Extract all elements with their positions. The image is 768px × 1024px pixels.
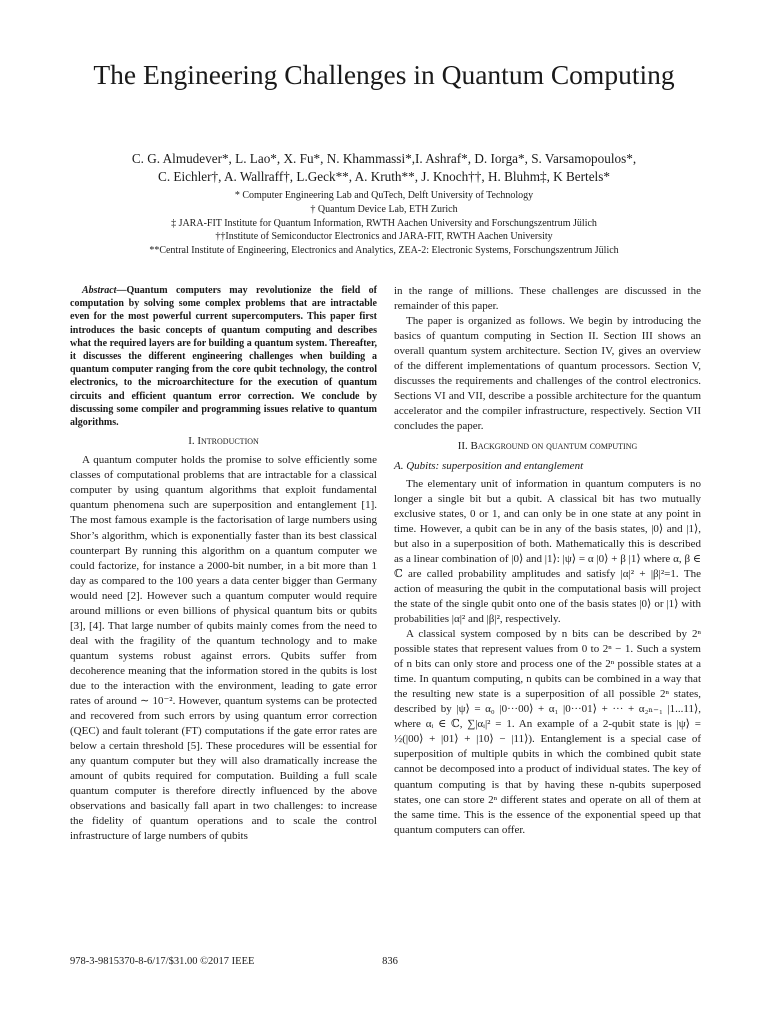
abstract-text: —Quantum computers may revolutionize the field of computation by solving some complex problems that are intractable even for the most powerful current supercomputers. This paper first introduces the basic concepts of quantum computing and describes what the required layers are for building a quantum system. Thereafter, it discusses the different engineering challenges when building a quantum computer ranging from the core qubit technology, the control electronics, to the microarchitecture for the execution of quantum circuits and efficient quantum error correction. We conclude by discussing some compiler and programming issues relative to quantum algorithms. — [70, 285, 377, 429]
section-heading-introduction: I. Introduction — [188, 435, 259, 448]
abstract-lead: Abstract — [82, 285, 117, 296]
paper-organization-paragraph: The paper is organized as follows. We begin by introducing the basics of quantum computing in Section II. Section III shows an overall quantum system architecture. Section IV, gives an overview of the different implementations of quantum processors. Section V, discusses the requirements and challenges of the control electronics. Sections VI and VII, describe a possible architecture for the quantum accelerator and the compiler infrastructure, respectively. Section VII concludes the paper. — [394, 315, 701, 433]
paragraph-continuation: in the range of millions. These challenges are discussed in the remainder of this paper. — [394, 285, 701, 313]
affiliation: ††Institute of Semiconductor Electronics and JARA-FIT, RWTH Aachen University — [215, 231, 553, 243]
paper-title: The Engineering Challenges in Quantum Computing — [93, 59, 675, 90]
subsection-heading-qubits: A. Qubits: superposition and entanglement — [394, 459, 584, 472]
section-heading-background: II. Background on quantum computing — [457, 440, 638, 453]
copyright-footer: 978-3-9815370-8-6/17/$31.00 ©2017 IEEE — [70, 956, 255, 967]
affiliation: **Central Institute of Engineering, Electronics and Analytics, ZEA-2: Electronic Systems, Forschungszentrum Jülich — [149, 245, 619, 257]
affiliations — [60, 189, 708, 258]
qubit-paragraph: The elementary unit of information in quantum computers is no longer a single bit but a qubit. A classical bit has two mutually exclusive states, 0 or 1, and can only be in one state at any point in time. However, a qubit can be in any of the basis states, |0⟩ and |1⟩, but also in a superposition of both. Mathematically this is described as a linear combination of |0⟩ and |1⟩: |ψ⟩ = α |0⟩ + β |1⟩ where α, β ∈ ℂ are called probability amplitudes and satisfy |α|² + |β|²=1. The action of measuring the qubit in the computational basis will project the state of the single qubit onto one of the basis states |0⟩ or |1⟩ with probabilities |α|² and |β|², respectively. — [394, 477, 701, 625]
authors-line-1: C. G. Almudever*, L. Lao*, X. Fu*, N. Khammassi*,I. Ashraf*, D. Iorga*, S. Varsamopoulos*, — [131, 151, 637, 166]
affiliation: † Quantum Device Lab, ETH Zurich — [310, 203, 458, 215]
abstract — [70, 284, 377, 429]
authors-line-2: C. Eichler†, A. Wallraff†, L.Geck**, A. Kruth**, J. Knoch††, H. Bluhm‡, K Bertels* — [158, 169, 610, 184]
intro-paragraph: A quantum computer holds the promise to solve efficiently some classes of computational problems that are intractable for a classical computer by using quantum algorithms that exploit fundamental quantum phenomena such are superposition and entanglement [1]. The most famous example is the factorisation of large numbers using Shor’s algorithm, which is exponentially faster than its best classical counterpart By running this algorithm on a quantum computer we could factorize, for instance a 2000-bit number, in a bit more than 1 day as compared to the 100 years a data center bigger than Germany would need [2]. However such a quantum computer would require around millions or even billions of physical quantum bits or qubits [3], [4]. That large number of qubits mainly comes from the need to deal with the fragility of the quantum technology and to make quantum systems robust against errors. Qubits suffer from decoherence meaning that the information stored in the qubits is lost due to the interaction with the environment, leading to gate error rates of around ∼ 10⁻². However, quantum systems can be protected and recovered from such errors by using quantum error correction (QEC) and fault tolerant (FT) computations if the gate error rates are below a certain threshold [5]. These procedures will be essential for any quantum computer but they will also dramatically increase the amount of qubits required for computation. Building a full scale quantum computer is therefore directly influenced by the above observations and basically fall apart in two challenges: to increase the fidelity of quantum operations and to scale the control infrastructure of large numbers of qubits — [70, 454, 377, 843]
superposition-paragraph: A classical system composed by n bits can be described by 2ⁿ possible states that represent values from 0 to 2ⁿ − 1. Such a system of n bits can only store and process one of the 2ⁿ possible states at a time. In quantum computing, n qubits can be combined in a way that the resulting new state is a superposition of all possible 2ⁿ states, described by |ψ⟩ = α₀ |0···00⟩ + α₁ |0···01⟩ + ··· + α₂ₙ₋₁ |1...11⟩, where αᵢ ∈ ℂ, ∑|αᵢ|² = 1. An example of a 2-qubit state is |ψ⟩ = ½(|00⟩ + |01⟩ + |10⟩ − |11⟩). Entanglement is a special case of superposition of multiple qubits in which the combined qubit state cannot be decomposed into a product of individual states. The key of quantum computing is that by having these n-qubits superposed states, one can store 2ⁿ different states and operate on all of them at the same time. This is the essence of the exponential speed up that quantum computers can offer. — [394, 628, 701, 836]
affiliation: ‡ JARA-FIT Institute for Quantum Information, RWTH Aachen University and Forschungszentrum Jülich — [171, 217, 597, 229]
page-number: 836 — [382, 956, 398, 967]
right-column — [394, 284, 701, 838]
author-list — [60, 150, 708, 186]
affiliation: * Computer Engineering Lab and QuTech, Delft University of Technology — [234, 190, 534, 201]
left-column — [70, 284, 377, 845]
